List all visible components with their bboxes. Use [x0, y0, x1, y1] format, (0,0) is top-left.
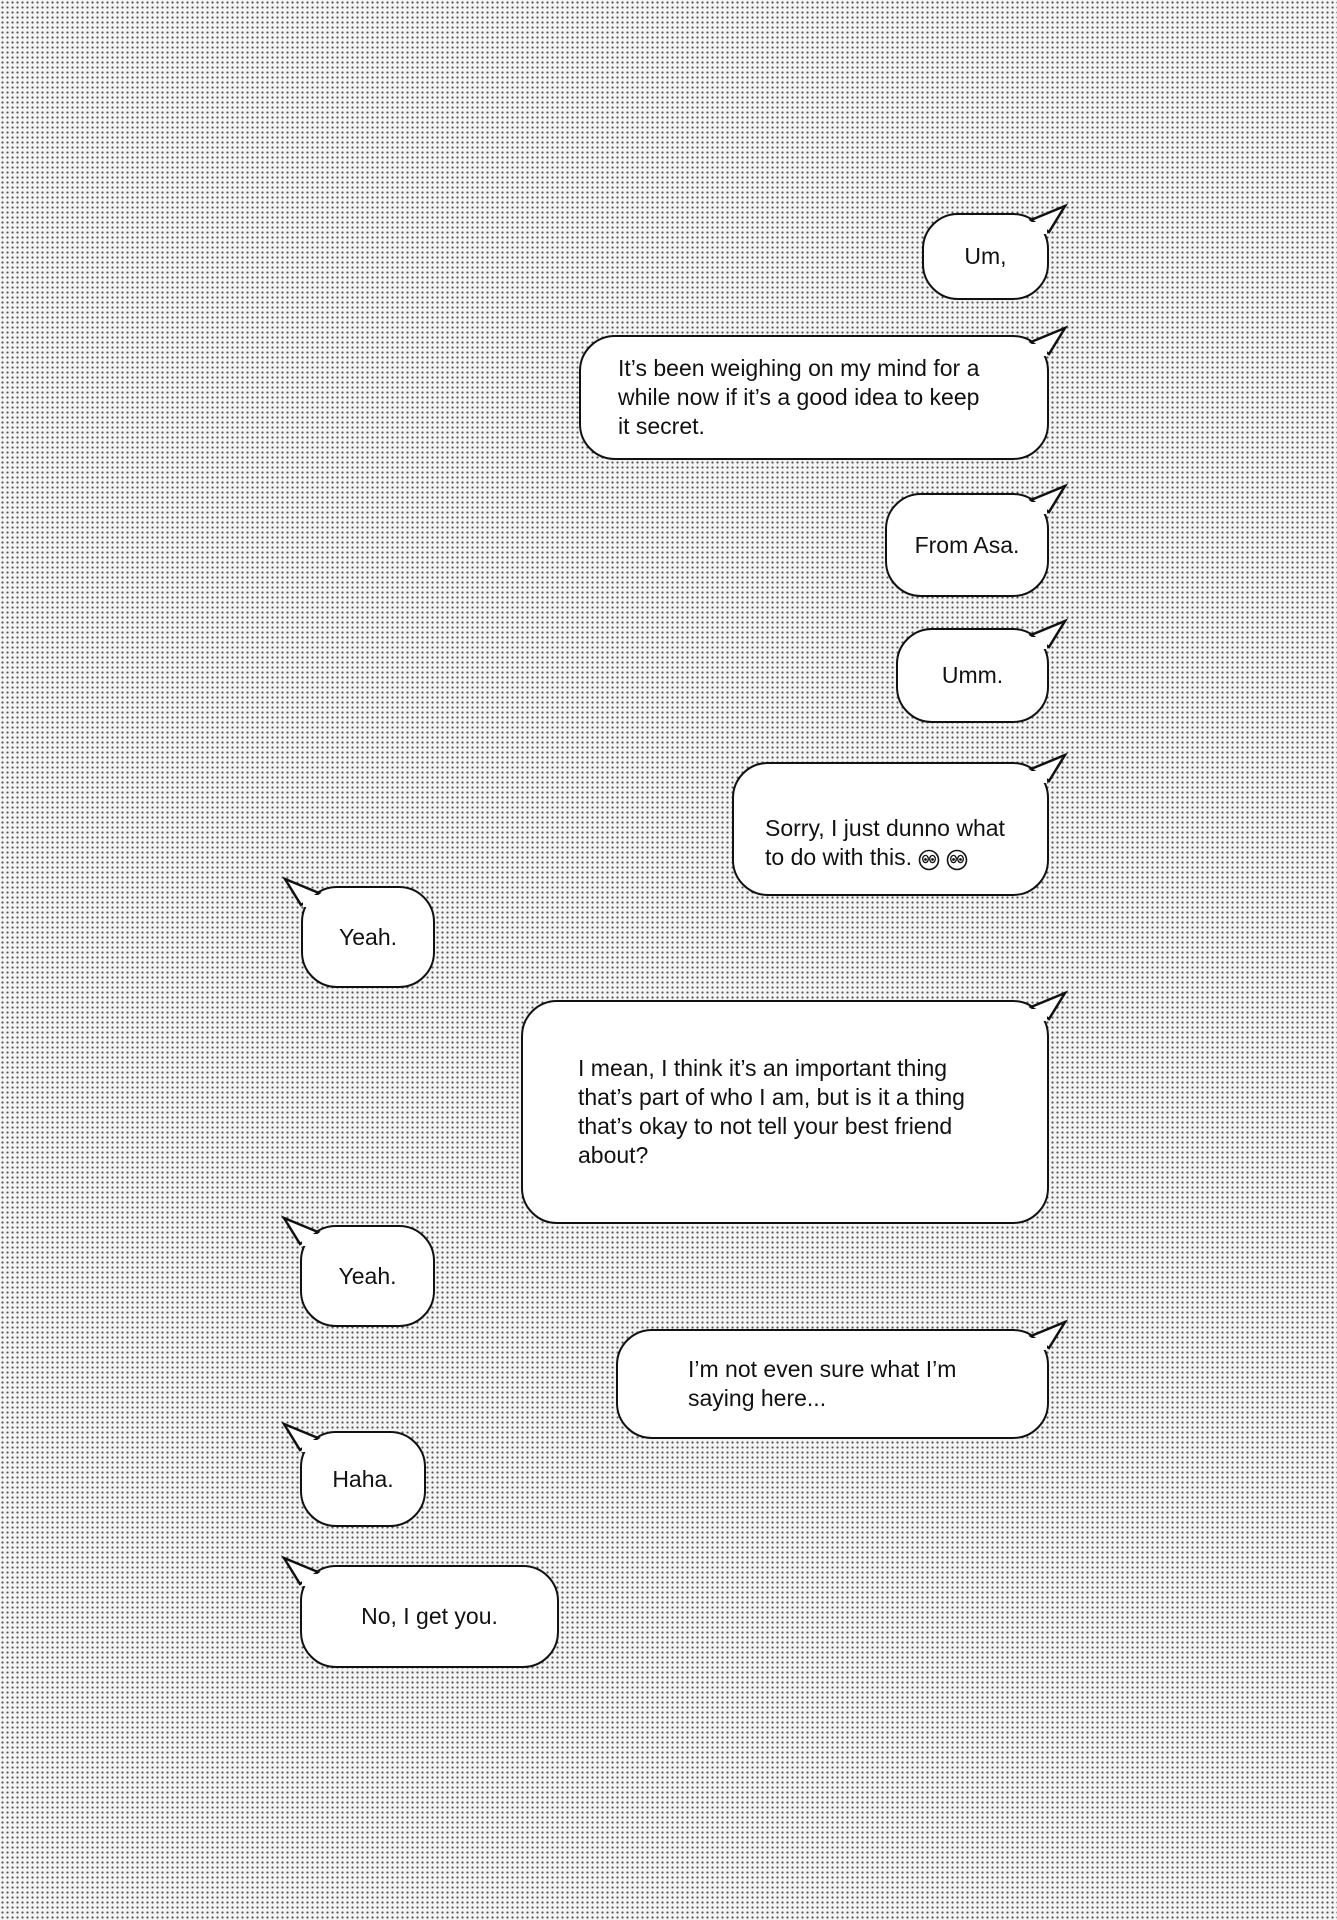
message-text: From Asa. — [914, 531, 1020, 558]
speech-tail — [284, 1558, 318, 1584]
speech-tail — [1031, 755, 1065, 781]
message-bubble-sent — [922, 213, 1049, 300]
message-bubble-sent — [732, 762, 1049, 896]
message-text: Yeah. — [338, 1262, 397, 1289]
message-bubble-sent — [896, 628, 1049, 723]
message-text: It’s been weighing on my mind for a while now if it’s a good idea to keep it secret. — [618, 355, 980, 439]
speech-tail — [285, 879, 319, 905]
eyes-wide-icon — [918, 849, 940, 871]
message-text: Umm. — [941, 662, 1004, 688]
speech-tail — [1031, 621, 1065, 647]
emoji-group — [918, 844, 974, 873]
speech-tail — [1031, 328, 1065, 354]
speech-tail — [1031, 206, 1065, 232]
eyes-wide-icon — [946, 849, 968, 871]
message-text: Haha. — [332, 1465, 394, 1492]
message-bubble-sent — [579, 335, 1049, 460]
message-bubble-received — [300, 1565, 559, 1668]
message-text — [765, 785, 1005, 873]
speech-tail — [1031, 993, 1065, 1019]
message-text: Yeah. — [339, 923, 397, 950]
speech-tail — [1031, 1322, 1065, 1348]
speech-tail — [284, 1218, 318, 1244]
message-bubble-sent — [885, 493, 1049, 597]
message-bubble-received — [300, 1431, 426, 1527]
message-bubble-sent — [521, 1000, 1049, 1224]
message-text-content: Sorry, I just dunno what to do with this. — [765, 814, 1005, 870]
message-bubble-sent — [616, 1329, 1049, 1439]
message-bubble-received — [301, 886, 435, 988]
speech-tail — [284, 1424, 318, 1450]
message-text: I’m not even sure what I’m saying here... — [688, 1356, 957, 1411]
message-text: I mean, I think it’s an important thing that’s part of who I am, but is it a thing that’s okay to not tell your best friend about? — [578, 1055, 965, 1168]
message-bubble-received — [300, 1225, 435, 1327]
speech-tail — [1031, 486, 1065, 512]
message-text: No, I get you. — [361, 1603, 498, 1629]
message-text: Um, — [964, 243, 1007, 269]
